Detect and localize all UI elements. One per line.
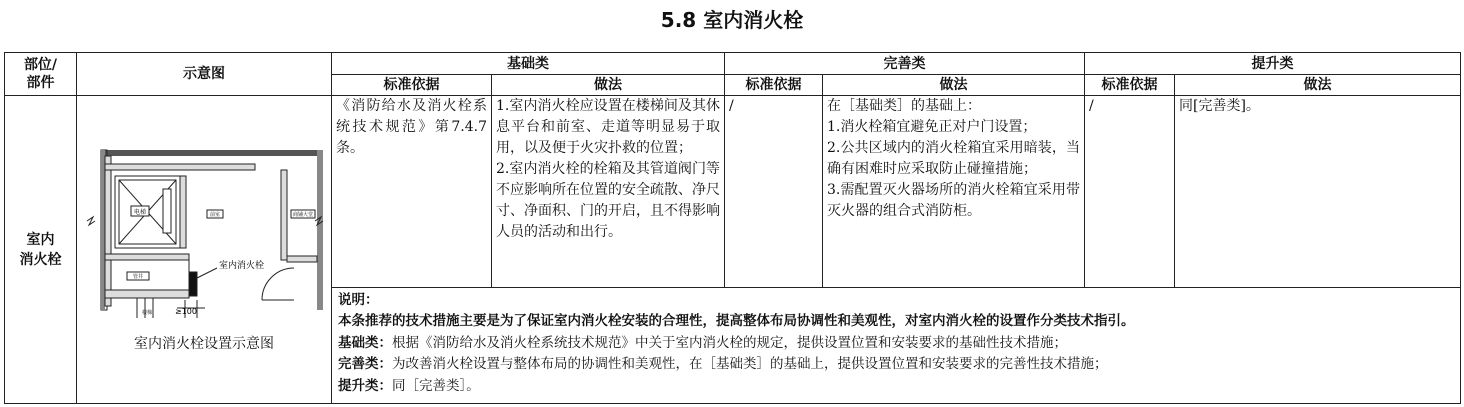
diagram-label-stair: 楼梯: [141, 310, 153, 316]
notes-upgraded: [338, 376, 1456, 398]
notes-improved-text: 为改善消火栓设置与整体布局的协调性和美观性，在［基础类］的基础上，提供设置位置和安装要求的完善性技术措施；: [392, 356, 1108, 373]
header-part: [5, 53, 77, 96]
part-name-cell: [5, 96, 77, 404]
improved-method-item-1: 1.消火栓箱宜避免正对户门设置；: [827, 119, 1037, 135]
header-row-1: [5, 53, 1461, 75]
notes-improved: [338, 354, 1456, 376]
floor-plan-diagram: [77, 96, 332, 326]
part-name-line1: 室内: [26, 231, 55, 248]
notes-basic-text: 根据《消防给水及消火栓系统技术规范》中关于室内消火栓的规定，提供设置位置和安装要求的基础性技术措施；: [392, 334, 1067, 351]
basic-method-item-2: 2.室内消火栓的栓箱及其管道阀门等不应影响所在位置的安全疏散、净尺寸、净面积、门的开启，且不得影响人员的活动和出行。: [496, 161, 720, 240]
improved-method-item-3: 3.需配置灭火器场所的消火栓箱宜采用带灭火器的组合式消防柜。: [827, 182, 1080, 219]
notes-cell: [332, 287, 1461, 403]
upgraded-standard-cell: /: [1085, 96, 1175, 288]
diagram-label-dim: ≥100: [175, 307, 197, 316]
improved-method-cell: [823, 96, 1085, 288]
diagram-label-shaft: 管井: [132, 274, 144, 280]
header-upgraded: 提升类: [1085, 53, 1461, 75]
diagram-label-room: 商铺大堂: [292, 212, 314, 218]
notes-upgraded-text: 同［完善类］。: [392, 377, 480, 394]
diagram-label-elevator: 电梯: [133, 209, 147, 216]
header-part-line2: 部件: [26, 75, 55, 91]
table-row: [5, 96, 1461, 288]
improved-method-intro: 在［基础类］的基础上：: [827, 98, 981, 114]
basic-method-cell: [492, 96, 725, 288]
header-part-line1: 部位/: [23, 57, 58, 73]
header-upgraded-method: 做法: [1175, 75, 1461, 96]
diagram-cell: [77, 96, 332, 404]
header-basic-standard: 标准依据: [332, 75, 492, 96]
page-title: 5.8 室内消火栓: [660, 8, 804, 32]
header-basic-method: 做法: [492, 75, 725, 96]
notes-heading: 说明：: [338, 291, 379, 308]
basic-method-item-1: 1.室内消火栓应设置在楼梯间及其休息平台和前室、走道等明显易于取用，以及便于火灾扑救的位置；: [496, 98, 720, 156]
diagram-label-hydrant: 室内消火栓: [219, 261, 265, 271]
header-upgraded-standard: 标准依据: [1085, 75, 1175, 96]
notes-basic: [338, 333, 1456, 355]
notes-improved-label: 完善类：: [338, 356, 392, 373]
upgraded-method-cell: 同[完善类]。: [1175, 96, 1461, 288]
basic-standard-cell: 《消防给水及消火栓系统技术规范》第7.4.7条。: [332, 96, 492, 288]
improved-standard-cell: /: [725, 96, 823, 288]
improved-method-item-2: 2.公共区域内的消火栓箱宜采用暗装，当确有困难时应采取防止碰撞措施；: [827, 140, 1080, 177]
notes-summary: 本条推荐的技术措施主要是为了保证室内消火栓安装的合理性，提高整体布局协调性和美观性，对室内消火栓的设置作分类技术指引。: [338, 313, 1135, 330]
diagram-label-corridor: 前室: [209, 212, 221, 218]
notes-upgraded-label: 提升类：: [338, 377, 392, 394]
header-diagram: 示意图: [77, 53, 332, 96]
header-improved-method: 做法: [823, 75, 1085, 96]
header-basic: 基础类: [332, 53, 725, 75]
header-improved-standard: 标准依据: [725, 75, 823, 96]
part-name-line2: 消火栓: [19, 251, 62, 268]
spec-table: [4, 52, 1461, 404]
header-improved: 完善类: [725, 53, 1085, 75]
diagram-caption: 室内消火栓设置示意图: [134, 336, 274, 352]
notes-basic-label: 基础类：: [338, 334, 392, 351]
